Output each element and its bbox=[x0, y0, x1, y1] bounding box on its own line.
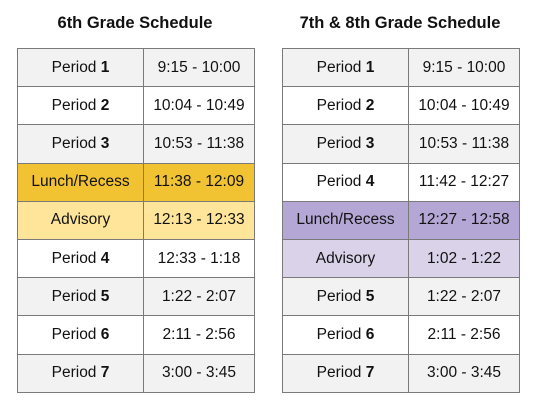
period-label-cell: Period 1 bbox=[283, 49, 409, 87]
time-cell: 3:00 - 3:45 bbox=[409, 354, 520, 392]
time-cell: 10:04 - 10:49 bbox=[144, 87, 255, 125]
time-cell: 9:15 - 10:00 bbox=[409, 49, 520, 87]
period-label-cell: Period 3 bbox=[283, 125, 409, 163]
period-label-cell: Period 5 bbox=[283, 278, 409, 316]
period-label-cell: Period 7 bbox=[283, 354, 409, 392]
period-label-cell: Period 6 bbox=[18, 316, 144, 354]
table-row bbox=[283, 87, 520, 125]
time-cell: 10:04 - 10:49 bbox=[409, 87, 520, 125]
period-label-cell: Period 4 bbox=[18, 239, 144, 277]
time-cell: 12:27 - 12:58 bbox=[409, 201, 520, 239]
table-row bbox=[18, 316, 255, 354]
time-cell: 1:22 - 2:07 bbox=[144, 278, 255, 316]
table-row bbox=[283, 316, 520, 354]
period-label-cell: Period 4 bbox=[283, 163, 409, 201]
table-row bbox=[18, 278, 255, 316]
table-row bbox=[18, 239, 255, 277]
time-cell: 11:42 - 12:27 bbox=[409, 163, 520, 201]
period-label-cell: Period 6 bbox=[283, 316, 409, 354]
seventh-eighth-grade-table bbox=[282, 48, 520, 393]
table-row bbox=[283, 278, 520, 316]
table-row bbox=[283, 201, 520, 239]
time-cell: 1:02 - 1:22 bbox=[409, 239, 520, 277]
table-row bbox=[283, 49, 520, 87]
time-cell: 2:11 - 2:56 bbox=[409, 316, 520, 354]
sixth-grade-title: 6th Grade Schedule bbox=[57, 14, 213, 32]
period-label-cell: Period 7 bbox=[18, 354, 144, 392]
lunch-label-cell: Lunch/Recess bbox=[18, 163, 144, 201]
table-row bbox=[18, 163, 255, 201]
table-row bbox=[283, 125, 520, 163]
time-cell: 3:00 - 3:45 bbox=[144, 354, 255, 392]
time-cell: 12:33 - 1:18 bbox=[144, 239, 255, 277]
period-label-cell: Period 1 bbox=[18, 49, 144, 87]
advisory-label-cell: Advisory bbox=[18, 201, 144, 239]
period-label-cell: Period 5 bbox=[18, 278, 144, 316]
time-cell: 10:53 - 11:38 bbox=[409, 125, 520, 163]
table-row bbox=[18, 49, 255, 87]
table-row bbox=[18, 87, 255, 125]
period-label-cell: Period 3 bbox=[18, 125, 144, 163]
table-row bbox=[18, 125, 255, 163]
time-cell: 10:53 - 11:38 bbox=[144, 125, 255, 163]
table-row bbox=[18, 354, 255, 392]
advisory-label-cell: Advisory bbox=[283, 239, 409, 277]
period-label-cell: Period 2 bbox=[18, 87, 144, 125]
table-row bbox=[283, 163, 520, 201]
time-cell: 12:13 - 12:33 bbox=[144, 201, 255, 239]
table-row bbox=[18, 201, 255, 239]
seventh-eighth-grade-title: 7th & 8th Grade Schedule bbox=[299, 14, 501, 32]
time-cell: 9:15 - 10:00 bbox=[144, 49, 255, 87]
time-cell: 11:38 - 12:09 bbox=[144, 163, 255, 201]
time-cell: 1:22 - 2:07 bbox=[409, 278, 520, 316]
table-row bbox=[283, 239, 520, 277]
period-label-cell: Period 2 bbox=[283, 87, 409, 125]
sixth-grade-table bbox=[17, 48, 255, 393]
lunch-label-cell: Lunch/Recess bbox=[283, 201, 409, 239]
table-row bbox=[283, 354, 520, 392]
time-cell: 2:11 - 2:56 bbox=[144, 316, 255, 354]
